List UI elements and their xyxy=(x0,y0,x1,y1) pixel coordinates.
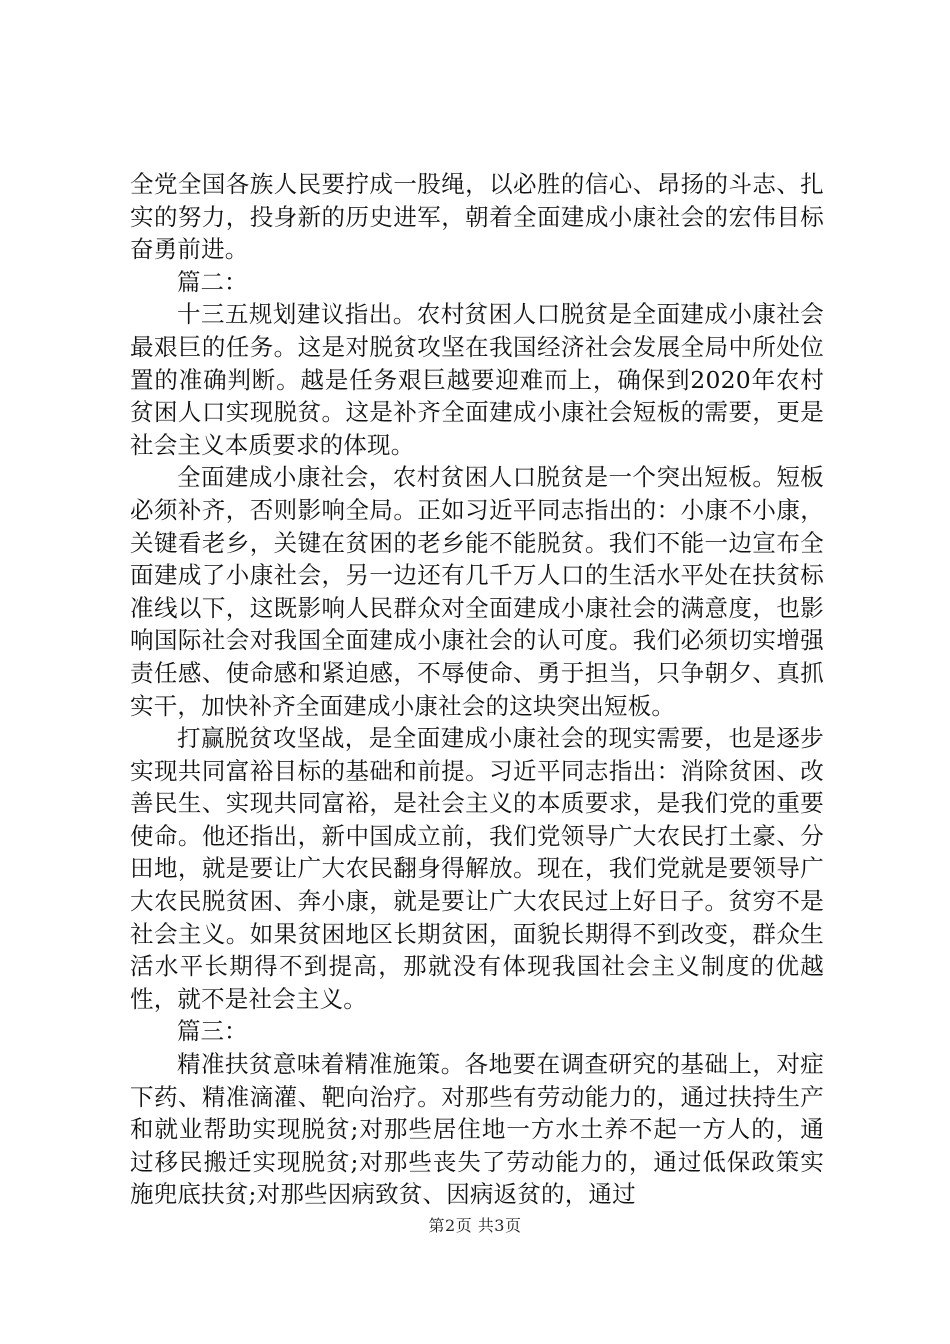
paragraph-3-1: 精准扶贫意味着精准施策。各地要在调查研究的基础上，对症下药、精准滴灌、靶向治疗。对那些有劳动能力的，通过扶持生产和就业帮助实现脱贫;对那些居住地一方水土养不起一方人的，通过移民搬迁实现脱贫;对那些丧失了劳动能力的，通过低保政策实施兜底扶贫;对那些因病致贫、因病返贫的，通过 xyxy=(130,1050,824,1209)
paragraph-2-1: 十三五规划建议指出。农村贫困人口脱贫是全面建成小康社会最艰巨的任务。这是对脱贫攻坚在我国经济社会发展全局中所处位置的准确判断。越是任务艰巨越要迎难而上，确保到2020年农村贫困人口实现脱贫。这是补齐全面建成小康社会短板的需要，更是社会主义本质要求的体现。 xyxy=(130,300,824,459)
section-heading-3: 篇三： xyxy=(177,1017,248,1046)
document-body xyxy=(130,168,824,1211)
section-heading-2: 篇二： xyxy=(177,267,248,296)
paragraph-2-3: 打赢脱贫攻坚战，是全面建成小康社会的现实需要，也是逐步实现共同富裕目标的基础和前提。习近平同志指出：消除贫困、改善民生、实现共同富裕，是社会主义的本质要求，是我们党的重要使命。他还指出，新中国成立前，我们党领导广大农民打土豪、分田地，就是要让广大农民翻身得解放。现在，我们党就是要领导广大农民脱贫困、奔小康，就是要让广大农民过上好日子。贫穷不是社会主义。如果贫困地区长期贫困，面貌长期得不到改变，群众生活水平长期得不到提高，那就没有体现我国社会主义制度的优越性，就不是社会主义。 xyxy=(130,724,824,1013)
page-footer: 第2页 共3页 xyxy=(428,1216,522,1235)
paragraph-2-2: 全面建成小康社会，农村贫困人口脱贫是一个突出短板。短板必须补齐，否则影响全局。正如习近平同志指出的：小康不小康，关键看老乡，关键在贫困的老乡能不能脱贫。我们不能一边宣布全面建成了小康社会，另一边还有几千万人口的生活水平处在扶贫标准线以下，这既影响人民群众对全面建成小康社会的满意度，也影响国际社会对我国全面建成小康社会的认可度。我们必须切实增强责任感、使命感和紧迫感，不辱使命、勇于担当，只争朝夕、真抓实干，加快补齐全面建成小康社会的这块突出短板。 xyxy=(130,463,824,720)
paragraph-intro: 全党全国各族人民要拧成一股绳，以必胜的信心、昂扬的斗志、扎实的努力，投身新的历史进军，朝着全面建成小康社会的宏伟目标奋勇前进。 xyxy=(130,170,824,264)
